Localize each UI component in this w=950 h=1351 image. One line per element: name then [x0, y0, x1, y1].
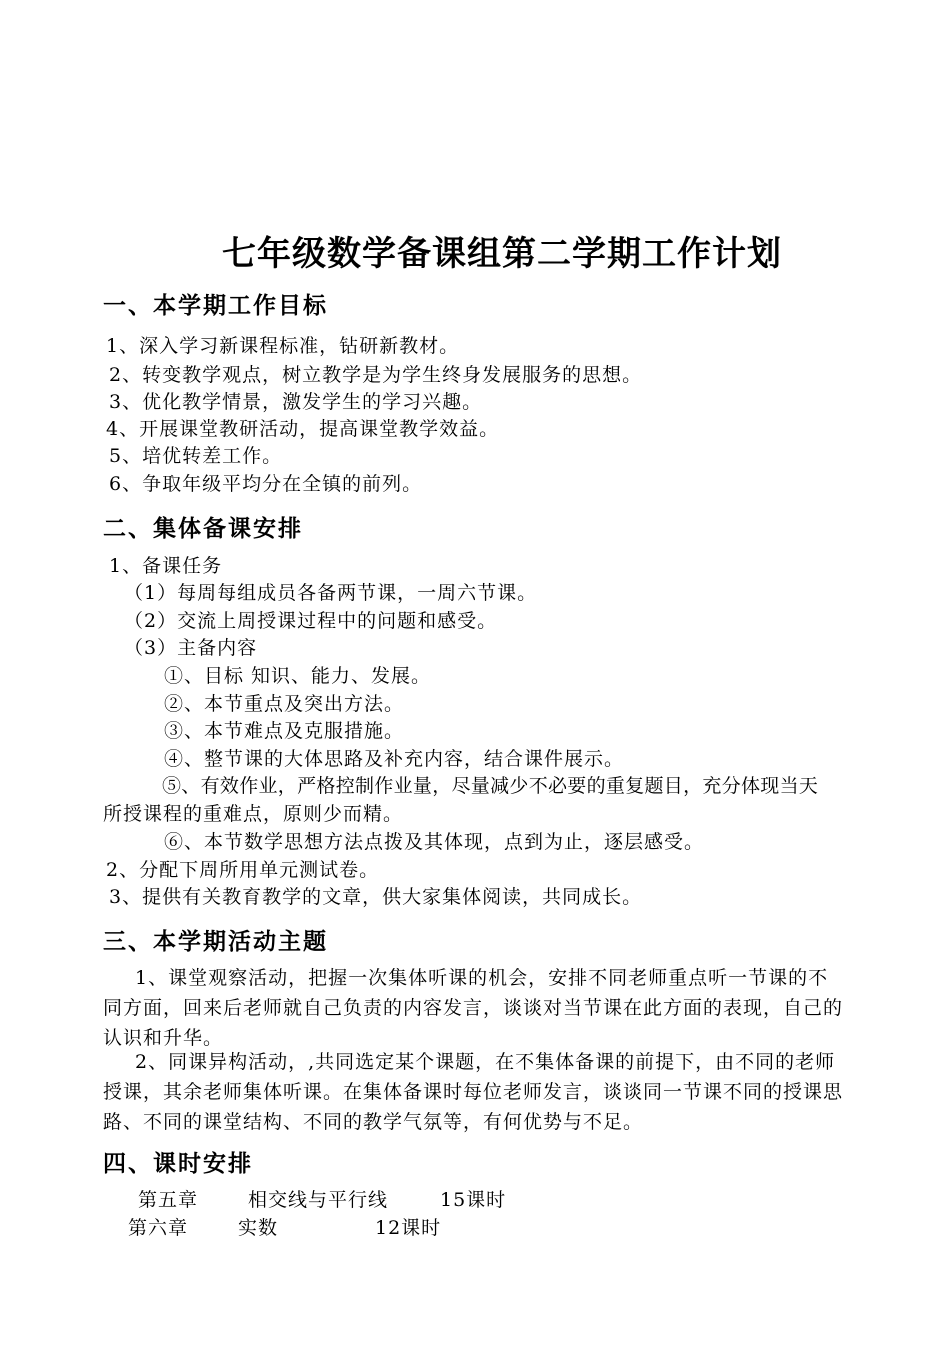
goal-item: 6、争取年级平均分在全镇的前列。	[109, 473, 423, 495]
prep-item: 3、提供有关教育教学的文章，供大家集体阅读，共同成长。	[109, 886, 643, 908]
goal-item: 4、开展课堂教研活动，提高课堂教学效益。	[106, 418, 500, 440]
content-item: ①、目标 知识、能力、发展。	[164, 665, 432, 687]
content-item: ③、本节难点及克服措施。	[164, 720, 405, 742]
goal-item: 5、培优转差工作。	[109, 445, 283, 467]
schedule-topic: 实数	[238, 1217, 279, 1239]
content-item: ②、本节重点及突出方法。	[164, 693, 405, 715]
section-heading-activities: 三、本学期活动主题	[103, 928, 328, 955]
activity-paragraph: 2、同课异构活动，,共同选定某个课题，在不集体备课的前提下，由不同的老师授课，其余老师集体听课。在集体备课时每位老师发言，谈谈同一节课不同的授课思路、不同的课堂结构、不同的教学气氛等，有何优势与不足。	[103, 1051, 844, 1133]
schedule-hours: 15课时	[440, 1189, 507, 1211]
content-item: ⑤、有效作业，严格控制作业量，尽量减少不必要的重复题目，充分体现当天	[162, 775, 819, 797]
content-item: ④、整节课的大体思路及补充内容，结合课件展示。	[164, 748, 625, 770]
goal-item: 2、转变教学观点，树立教学是为学生终身发展服务的思想。	[109, 364, 643, 386]
prep-sub-item: （3）主备内容	[124, 637, 258, 659]
prep-task-title: 1、备课任务	[109, 555, 223, 577]
goal-item: 1、深入学习新课程标准，钻研新教材。	[106, 335, 460, 357]
page-title: 七年级数学备课组第二学期工作计划	[222, 234, 782, 274]
prep-sub-item: （2）交流上周授课过程中的问题和感受。	[124, 610, 498, 632]
section-heading-schedule: 四、课时安排	[103, 1150, 253, 1177]
section-heading-goals: 一、本学期工作目标	[103, 292, 328, 319]
schedule-chapter: 第五章	[138, 1189, 199, 1211]
section-heading-lesson-prep: 二、集体备课安排	[103, 515, 303, 542]
activity-paragraph: 1、课堂观察活动，把握一次集体听课的机会，安排不同老师重点听一节课的不同方面，回来后老师就自己负责的内容发言，谈谈对当节课在此方面的表现，自己的认识和升华。	[103, 967, 844, 1049]
schedule-topic: 相交线与平行线	[248, 1189, 389, 1211]
schedule-chapter: 第六章	[128, 1217, 189, 1239]
prep-item: 2、分配下周所用单元测试卷。	[106, 859, 380, 881]
schedule-hours: 12课时	[375, 1217, 442, 1239]
content-item: ⑥、本节数学思想方法点拨及其体现，点到为止，逐层感受。	[164, 831, 705, 853]
prep-sub-item: （1）每周每组成员各备两节课，一周六节课。	[124, 582, 538, 604]
content-item-continued: 所授课程的重难点，原则少而精。	[103, 803, 404, 825]
goal-item: 3、优化教学情景，激发学生的学习兴趣。	[109, 391, 483, 413]
